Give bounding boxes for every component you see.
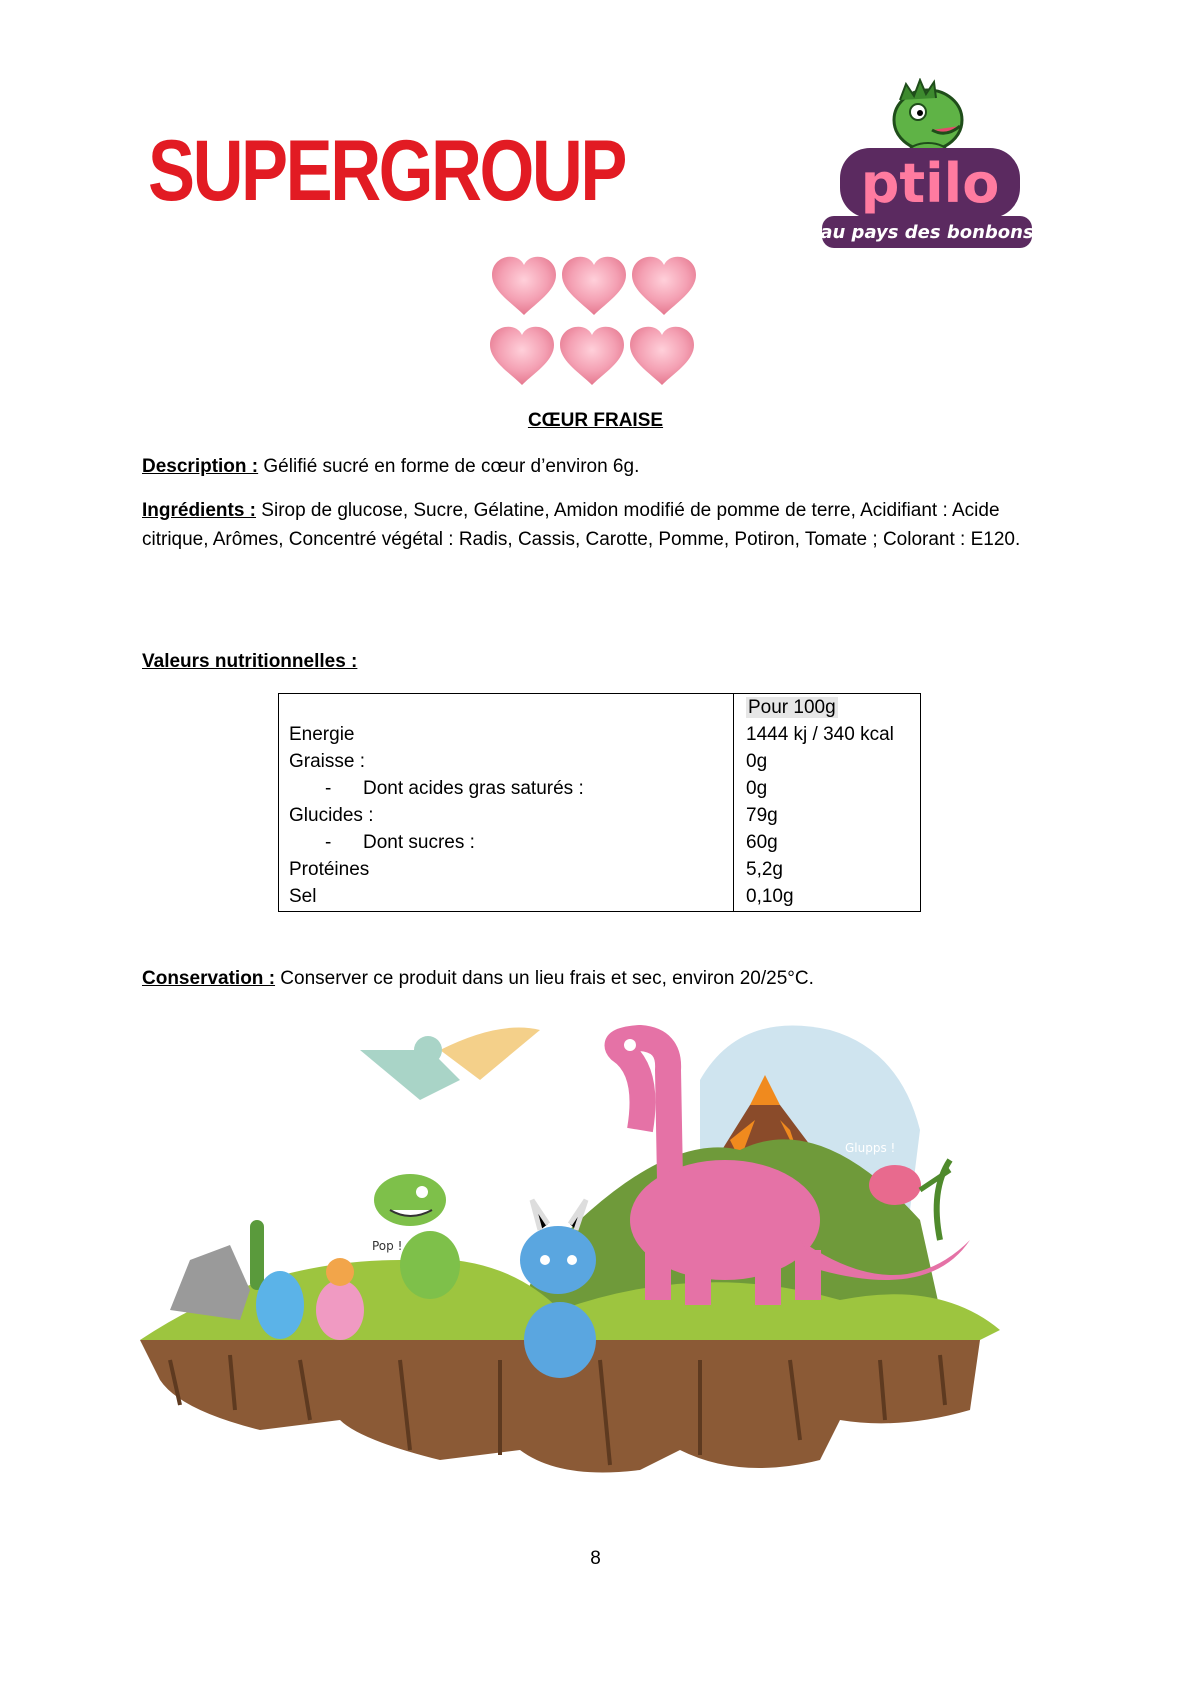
table-row: Energie 1444 kj / 340 kcal — [289, 724, 894, 745]
supergroup-logo: SUPERGROUP — [148, 123, 625, 219]
table-header-row — [279, 694, 920, 721]
conservation-label: Conservation : — [142, 968, 276, 989]
pterodactyl-icon — [360, 1028, 540, 1101]
nutrition-heading — [142, 647, 1057, 676]
glupps-text: Glupps ! — [845, 1141, 896, 1155]
dinosaur-landscape-illustration — [140, 1010, 1060, 1510]
rock-icon — [170, 1245, 250, 1320]
baby-dino-icon — [326, 1258, 354, 1286]
blue-egg-icon — [256, 1271, 304, 1339]
table-row: - Dont acides gras saturés : 0g — [325, 778, 768, 799]
table-row: Sel 0,10g — [289, 886, 794, 907]
product-title: CŒUR FRAISE — [527, 410, 664, 431]
candy-heart — [492, 257, 556, 315]
ptilo-tagline: au pays des bonbons — [820, 222, 1034, 243]
table-row: Glucides : 79g — [289, 805, 778, 826]
candy-hearts-image — [488, 255, 704, 395]
description-paragraph — [142, 452, 1057, 481]
ingredients-text: Sirop de glucose, Sucre, Gélatine, Amidon modifié de pomme de terre, Acidifiant : Acide citrique, Arômes, Concentré végétal : Radis, Cassis, Carotte, Pomme, Potiron, Tomate ; Colorant : E120. — [142, 500, 1021, 550]
candy-heart — [562, 257, 626, 315]
ptilo-wordmark — [840, 148, 1020, 218]
ingredients-label: Ingrédients : — [142, 500, 257, 521]
ingredients-paragraph — [142, 496, 1057, 554]
candy-heart — [490, 327, 554, 385]
description-label: Description : — [142, 456, 259, 477]
conservation-paragraph — [142, 964, 1057, 993]
candy-heart — [560, 327, 624, 385]
pink-egg-icon — [316, 1280, 364, 1340]
conservation-text: Conserver ce produit dans un lieu frais et sec, environ 20/25°C. — [275, 968, 814, 989]
ptilo-logo — [820, 78, 1035, 263]
nutrition-table — [278, 693, 921, 912]
table-row: Graisse : 0g — [289, 751, 768, 772]
cactus-icon — [250, 1220, 264, 1290]
table-row: Protéines 5,2g — [289, 859, 783, 880]
table-row: - Dont sucres : 60g — [325, 832, 778, 853]
pop-text: Pop ! — [372, 1239, 403, 1253]
nutrition-label: Valeurs nutritionnelles : — [142, 651, 358, 672]
table-header: Pour 100g — [748, 697, 836, 718]
description-text: Gélifié sucré en forme de cœur d’environ 6g. — [258, 456, 640, 477]
candy-heart — [630, 327, 694, 385]
page-number: 8 — [590, 1548, 601, 1569]
candy-heart — [632, 257, 696, 315]
svg-text:ptilo: ptilo — [860, 152, 1000, 215]
